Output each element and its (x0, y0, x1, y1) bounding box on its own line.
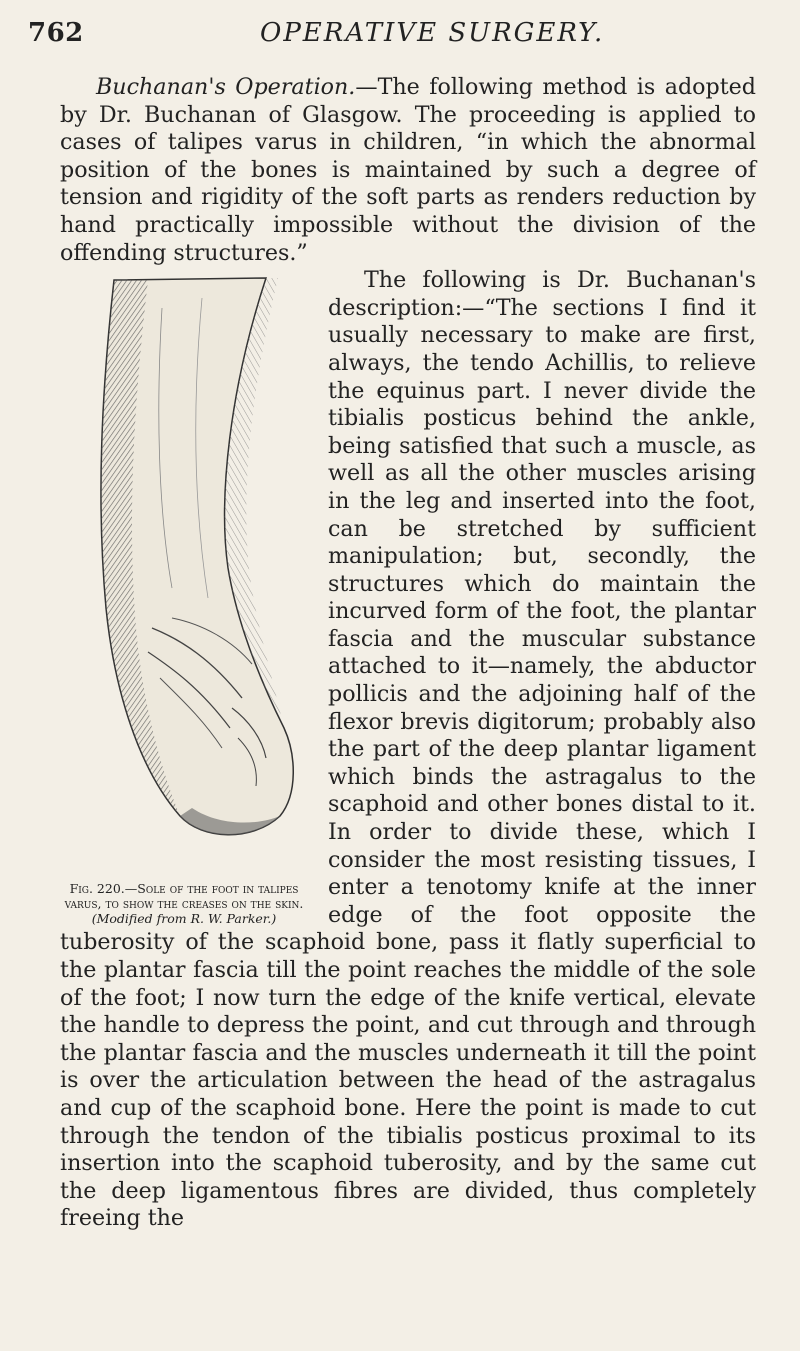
caption-text: Fig. 220.—Sole of the foot in talipes varus, to show the creases on the skin. (64, 881, 304, 912)
figure-caption (52, 881, 316, 926)
paragraph-1 (60, 74, 756, 267)
paragraph-1-text: —The following method is adopted by Dr. Buchanan of Glasgow. The proceeding is applied to cases of talipes varus in children, “in which the abnormal position of the bones is maintained by such a degree of tension and rigidity of the soft parts as renders reduction by hand practically impossible without the division of the offending structures.” (60, 74, 756, 266)
paragraph-2: The following is Dr. Buchanan's description:—“The sections I find it usually necessary to make are first, always, the tendo Achillis, to relieve the equinus part. I never divide the tibialis posticus behind the ankle, being satisfied that such a muscle, as well as all the other muscles arising in the leg and inserted into the foot, can be stretched by sufficient manipulation; but, secondly, the structures which do maintain the incurved form of the foot, the plantar fascia and the muscular substance attached to it—namely, the abductor pollicis and the adjoining half of the flexor brevis digitorum; probably also the part of the deep plantar ligament which binds the astragalus to the scaphoid and other bones distal to it. In order to divide these, which I consider the most resisting tissues, I enter a tenotomy knife at the inner edge of the foot opposite the tuberosity of the scaphoid bone, pass it flatly superficial to the plantar fascia till the point reaches the middle of the sole of the foot; I now turn the edge of the knife vertical, elevate the handle to depress the point, and cut through and through the plantar fascia and the muscles underneath it till the point is over the articulation between the head of the astragalus and cup of the scaphoid bone. Here the point is made to cut through the tendon of the tibialis posticus proximal to its insertion into the scaphoid tuberosity, and by the same cut the deep ligamentous fibres are divided, thus completely freeing the (60, 267, 756, 1232)
body-text (60, 74, 756, 1233)
figure-220 (52, 268, 316, 926)
running-title: OPERATIVE SURGERY. (260, 18, 605, 48)
foot-sole-illustration (52, 268, 316, 868)
page-header (28, 18, 760, 58)
section-title: Buchanan's Operation. (96, 74, 356, 100)
caption-source: (Modified from R. W. Parker.) (91, 911, 277, 927)
page-number: 762 (28, 18, 84, 48)
